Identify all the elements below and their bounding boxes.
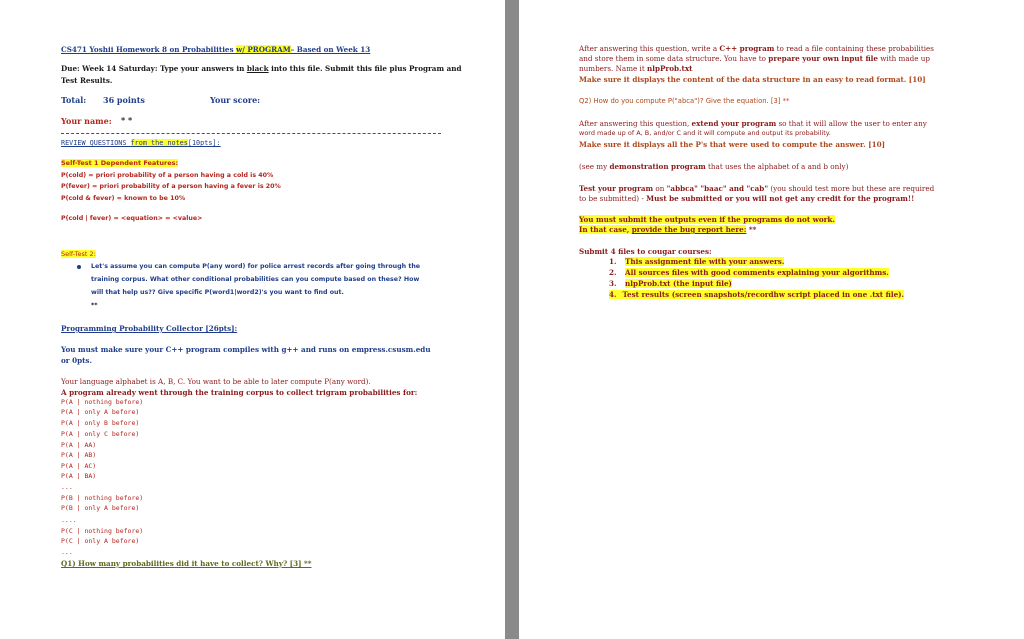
submit-heading: Submit 4 files to cougar courses:	[579, 247, 712, 256]
program-instruction-line	[579, 44, 934, 53]
probability-ellipsis: ...	[61, 483, 73, 491]
probability-item: P(A | AC)	[61, 462, 97, 470]
bug-report-line	[579, 225, 756, 234]
list-number: 2.	[609, 268, 617, 277]
probability-item: P(C | nothing before)	[61, 527, 144, 535]
probability-item: P(A | BA)	[61, 472, 97, 480]
text-span: on	[653, 184, 667, 193]
bug-report-answer-field: **	[746, 225, 757, 234]
text-span: that uses the alphabet of a and b only)	[705, 162, 849, 171]
due-black-word: black	[246, 64, 269, 73]
selftest1-heading	[61, 159, 178, 168]
total-label: Total:	[61, 95, 87, 105]
selftest2-heading-text: Self-Test 2:	[61, 250, 96, 258]
selftest1-question: P(cold | fever) = <equation> = <value>	[61, 215, 203, 222]
list-text: This assignment file with your answers.	[625, 257, 785, 266]
page-gutter	[505, 0, 519, 639]
review-notes-highlight: from the notes	[130, 139, 188, 147]
extend-program-text: extend your program	[691, 119, 777, 128]
list-text: All sources files with good comments explaining your algorithms.	[625, 268, 889, 277]
text-span: to be submitted) -	[579, 194, 647, 203]
test-words-text: "abbca" "baac" and "cab"	[666, 184, 769, 193]
probability-item: P(B | only A before)	[61, 504, 140, 512]
demo-program-text: demonstration program	[609, 162, 706, 171]
input-file-text: prepare your own input file	[768, 54, 878, 63]
submit-list-item	[609, 290, 904, 299]
compile-requirement-2: or 0pts.	[61, 356, 92, 365]
extend-instruction-line	[579, 119, 927, 128]
selftest2-text: will that help us?? Give specific P(word1|word2)'s you want to find out.	[91, 289, 344, 296]
selftest2-heading	[61, 250, 96, 259]
text-span: numbers. Name it	[579, 64, 648, 73]
must-submit-text: Must be submitted or you will not get any credit for the program!!	[646, 194, 915, 203]
test-instruction-line	[579, 194, 914, 203]
demo-program-note	[579, 162, 848, 171]
due-line-2: Test Results.	[61, 76, 113, 85]
question-1: Q1) How many probabilities did it have to collect? Why? [3] **	[61, 559, 312, 568]
selftest2-answer-field[interactable]: **	[91, 302, 98, 309]
review-points: [10pts]:	[187, 139, 221, 147]
extend-requirement: Make sure it displays all the P's that were used to compute the answer. [10]	[579, 140, 885, 149]
title-text: CS471 Yoshii Homework 8 on Probabilities	[61, 45, 237, 54]
selftest1-line: P(cold) = priori probability of a person having a cold is 40%	[61, 172, 274, 179]
submit-outputs-line	[579, 215, 835, 224]
selftest1-line: P(fever) = priori probability of a person having a fever is 20%	[61, 183, 281, 190]
list-number: 4.	[609, 290, 617, 299]
test-instruction-line	[579, 184, 934, 193]
review-text: REVIEW QUESTIONS	[61, 139, 131, 147]
bug-report-highlight	[579, 225, 746, 234]
text-span: (see my	[579, 162, 610, 171]
text-span: After answering this question, write a	[579, 44, 720, 53]
text-span: to read a file containing these probabilities	[774, 44, 934, 53]
title-week-text: – Based on Week 13	[290, 45, 371, 54]
homework-title	[61, 45, 370, 54]
cpp-program-text: C++ program	[719, 44, 775, 53]
text-span: In that case,	[579, 225, 632, 234]
probability-item: P(A | nothing before)	[61, 398, 144, 406]
text-span: with made up	[877, 54, 930, 63]
extend-instruction-line: word made up of A, B, and/or C and it will compute and output its probability.	[579, 129, 831, 137]
selftest2-text: training corpus. What other conditional probabilities can you compute based on these? How	[91, 276, 420, 283]
question-2: Q2) How do you compute P("abca")? Give the equation. [3] **	[579, 97, 790, 105]
text-span: After answering this question,	[579, 119, 692, 128]
submit-list-item	[609, 279, 732, 288]
submit-outputs-text: You must submit the outputs even if the programs do not work.	[579, 215, 835, 224]
bullet-dot	[77, 265, 81, 269]
total-value: 36 points	[103, 95, 145, 105]
probability-item: P(A | AA)	[61, 441, 97, 449]
text-span: so that it will allow the user to enter any	[776, 119, 927, 128]
due-text-rest: into this file. Submit this file plus Program and	[268, 64, 462, 73]
selftest2-text: Let's assume you can compute P(any word) for police arrest records after going through the	[91, 263, 421, 270]
title-program-highlight: w/ PROGRAM	[236, 45, 291, 54]
filename-text: nlpProb.txt	[647, 64, 693, 73]
selftest1-heading-text: Self-Test 1 Dependent Features:	[61, 159, 179, 167]
trigram-intro: A program already went through the training corpus to collect trigram probabilities for:	[61, 388, 418, 397]
document-page-right	[519, 0, 1024, 639]
probability-item: P(B | nothing before)	[61, 494, 144, 502]
test-program-text: Test your program	[579, 184, 654, 193]
dashed-divider	[61, 133, 441, 134]
document-page-left	[0, 0, 505, 639]
probability-item: P(A | only B before)	[61, 419, 140, 427]
review-questions-heading	[61, 139, 221, 148]
submit-list-item	[609, 257, 784, 266]
probability-item: P(A | AB)	[61, 451, 97, 459]
name-answer-field[interactable]: * *	[121, 115, 133, 125]
alphabet-text: Your language alphabet is A, B, C. You want to be able to later compute P(any word).	[61, 377, 371, 386]
list-number: 1.	[609, 257, 617, 266]
text-span: and store them in some data structure. You have to	[579, 54, 769, 63]
text-span: (you should test more but these are required	[768, 184, 935, 193]
program-instruction-line	[579, 54, 930, 63]
due-line	[61, 64, 461, 73]
display-requirement: Make sure it displays the content of the data structure in an easy to read format. [10]	[579, 75, 926, 84]
compile-requirement: You must make sure your C++ program compiles with g++ and runs on empress.csusm.edu	[61, 345, 431, 354]
list-text: nlpProb.txt (the input file)	[625, 279, 732, 288]
name-label: Your name:	[61, 116, 112, 126]
list-number: 3.	[609, 279, 617, 288]
submit-list-item	[609, 268, 889, 277]
list-text: Test results (screen snapshots/recordhw script placed in one .txt file).	[622, 290, 905, 299]
probability-item: P(A | only C before)	[61, 430, 140, 438]
selftest1-line: P(cold & fever) = known to be 10%	[61, 195, 186, 202]
probability-item: P(A | only A before)	[61, 408, 140, 416]
program-instruction-line	[579, 64, 692, 73]
probability-ellipsis: ....	[61, 516, 77, 524]
bug-report-link-text: provide the bug report here:	[631, 225, 747, 234]
list-highlight	[609, 290, 904, 299]
score-label: Your score:	[210, 95, 261, 105]
probability-item: P(C | only A before)	[61, 537, 140, 545]
programming-heading: Programming Probability Collector [26pts]:	[61, 324, 238, 333]
due-text: Due: Week 14 Saturday: Type your answers in	[61, 64, 247, 73]
probability-ellipsis: ...	[61, 548, 73, 556]
